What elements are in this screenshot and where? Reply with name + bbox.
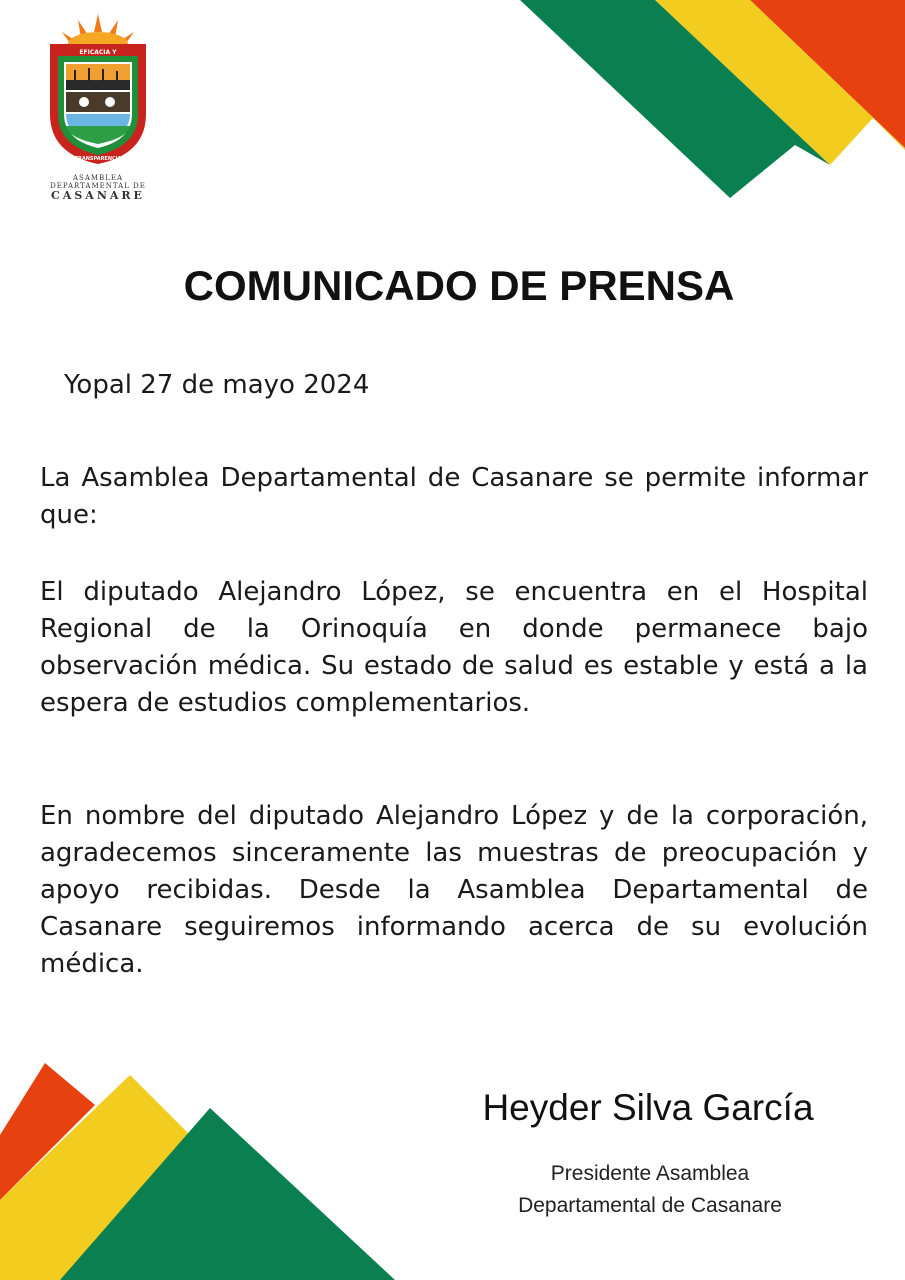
assembly-logo [36, 14, 160, 203]
signer-role-line-2: Departamental de Casanare [518, 1194, 782, 1217]
logo-line-3: CASANARE [51, 189, 145, 203]
paragraph-gratitude: En nombre del diputado Alejandro López y de la corporación, agradecemos sinceramente las muestras de preocupación y apoyo recibidas. Desde la Asamblea Departamental de Casanare seguiremos informando acerca de su evolución médica. [40, 801, 868, 979]
logo-motto-top: EFICACIA Y [79, 49, 117, 56]
coat-of-arms-icon [44, 14, 152, 170]
paragraph-intro: La Asamblea Departamental de Casanare se permite informar que: [40, 463, 868, 530]
date-line: Yopal 27 de mayo 2024 [64, 370, 370, 400]
logo-line-2: DEPARTAMENTAL DE [50, 182, 146, 191]
signer-role-line-1: Presidente Asamblea [550, 1162, 750, 1185]
signer-name: Heyder Silva García [482, 1087, 814, 1128]
logo-text [36, 174, 160, 203]
logo-line-1: ASAMBLEA [72, 174, 124, 182]
page-title: COMUNICADO DE PRENSA [183, 262, 735, 309]
logo-motto-bottom: TRANSPARENCIA [74, 156, 122, 162]
paragraph-health-status: El diputado Alejandro López, se encuentra en el Hospital Regional de la Orinoquía en donde permanece bajo observación médica. Su estado de salud es estable y está a la espera de estudios complementarios. [40, 577, 868, 718]
